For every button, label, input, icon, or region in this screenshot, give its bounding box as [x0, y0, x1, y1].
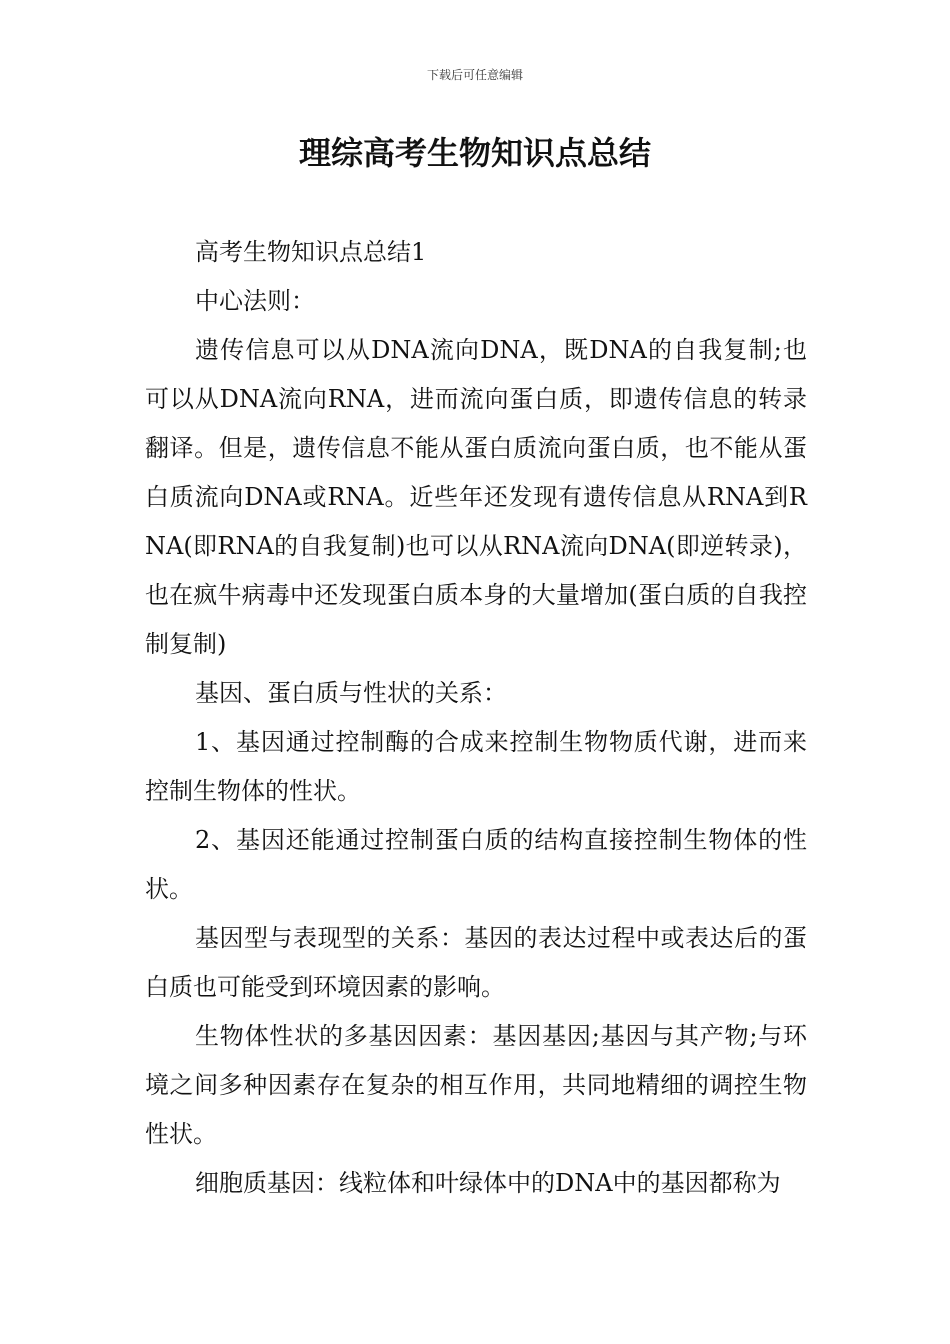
paragraph-9: 细胞质基因：线粒体和叶绿体中的DNA中的基因都称为 — [195, 1169, 781, 1197]
paragraph-8: 生物体性状的多基因因素：基因基因;基因与其产物;与环境之间多种因素存在复杂的相互作用，共同地精细的调控生物性状。 — [145, 1022, 807, 1148]
paragraph-4: 基因、蛋白质与性状的关系： — [195, 679, 507, 707]
paragraph-6: 2、基因还能通过控制蛋白质的结构直接控制生物体的性状。 — [145, 826, 807, 903]
paragraph-7: 基因型与表现型的关系：基因的表达过程中或表达后的蛋白质也可能受到环境因素的影响。 — [145, 924, 807, 1001]
paragraph-3: 遗传信息可以从DNA流向DNA，既DNA的自我复制;也可以从DNA流向RNA，进而流向蛋白质，即遗传信息的转录翻译。但是，遗传信息不能从蛋白质流向蛋白质，也不能从蛋白质流向DNA或RNA。近些年还发现有遗传信息从RNA到RNA(即RNA的自我复制)也可以从RNA流向DNA(即逆转录)，也在疯牛病毒中还发现蛋白质本身的大量增加(蛋白质的自我控制复制) — [145, 336, 807, 658]
header-note: 下载后可任意编辑 — [426, 68, 523, 82]
paragraph-1: 高考生物知识点总结1 — [195, 238, 427, 266]
page-title: 理综高考生物知识点总结 — [298, 134, 651, 172]
paragraph-2: 中心法则： — [195, 287, 315, 315]
document-body — [145, 228, 807, 1208]
paragraph-5: 1、基因通过控制酶的合成来控制生物物质代谢，进而来控制生物体的性状。 — [145, 728, 807, 805]
